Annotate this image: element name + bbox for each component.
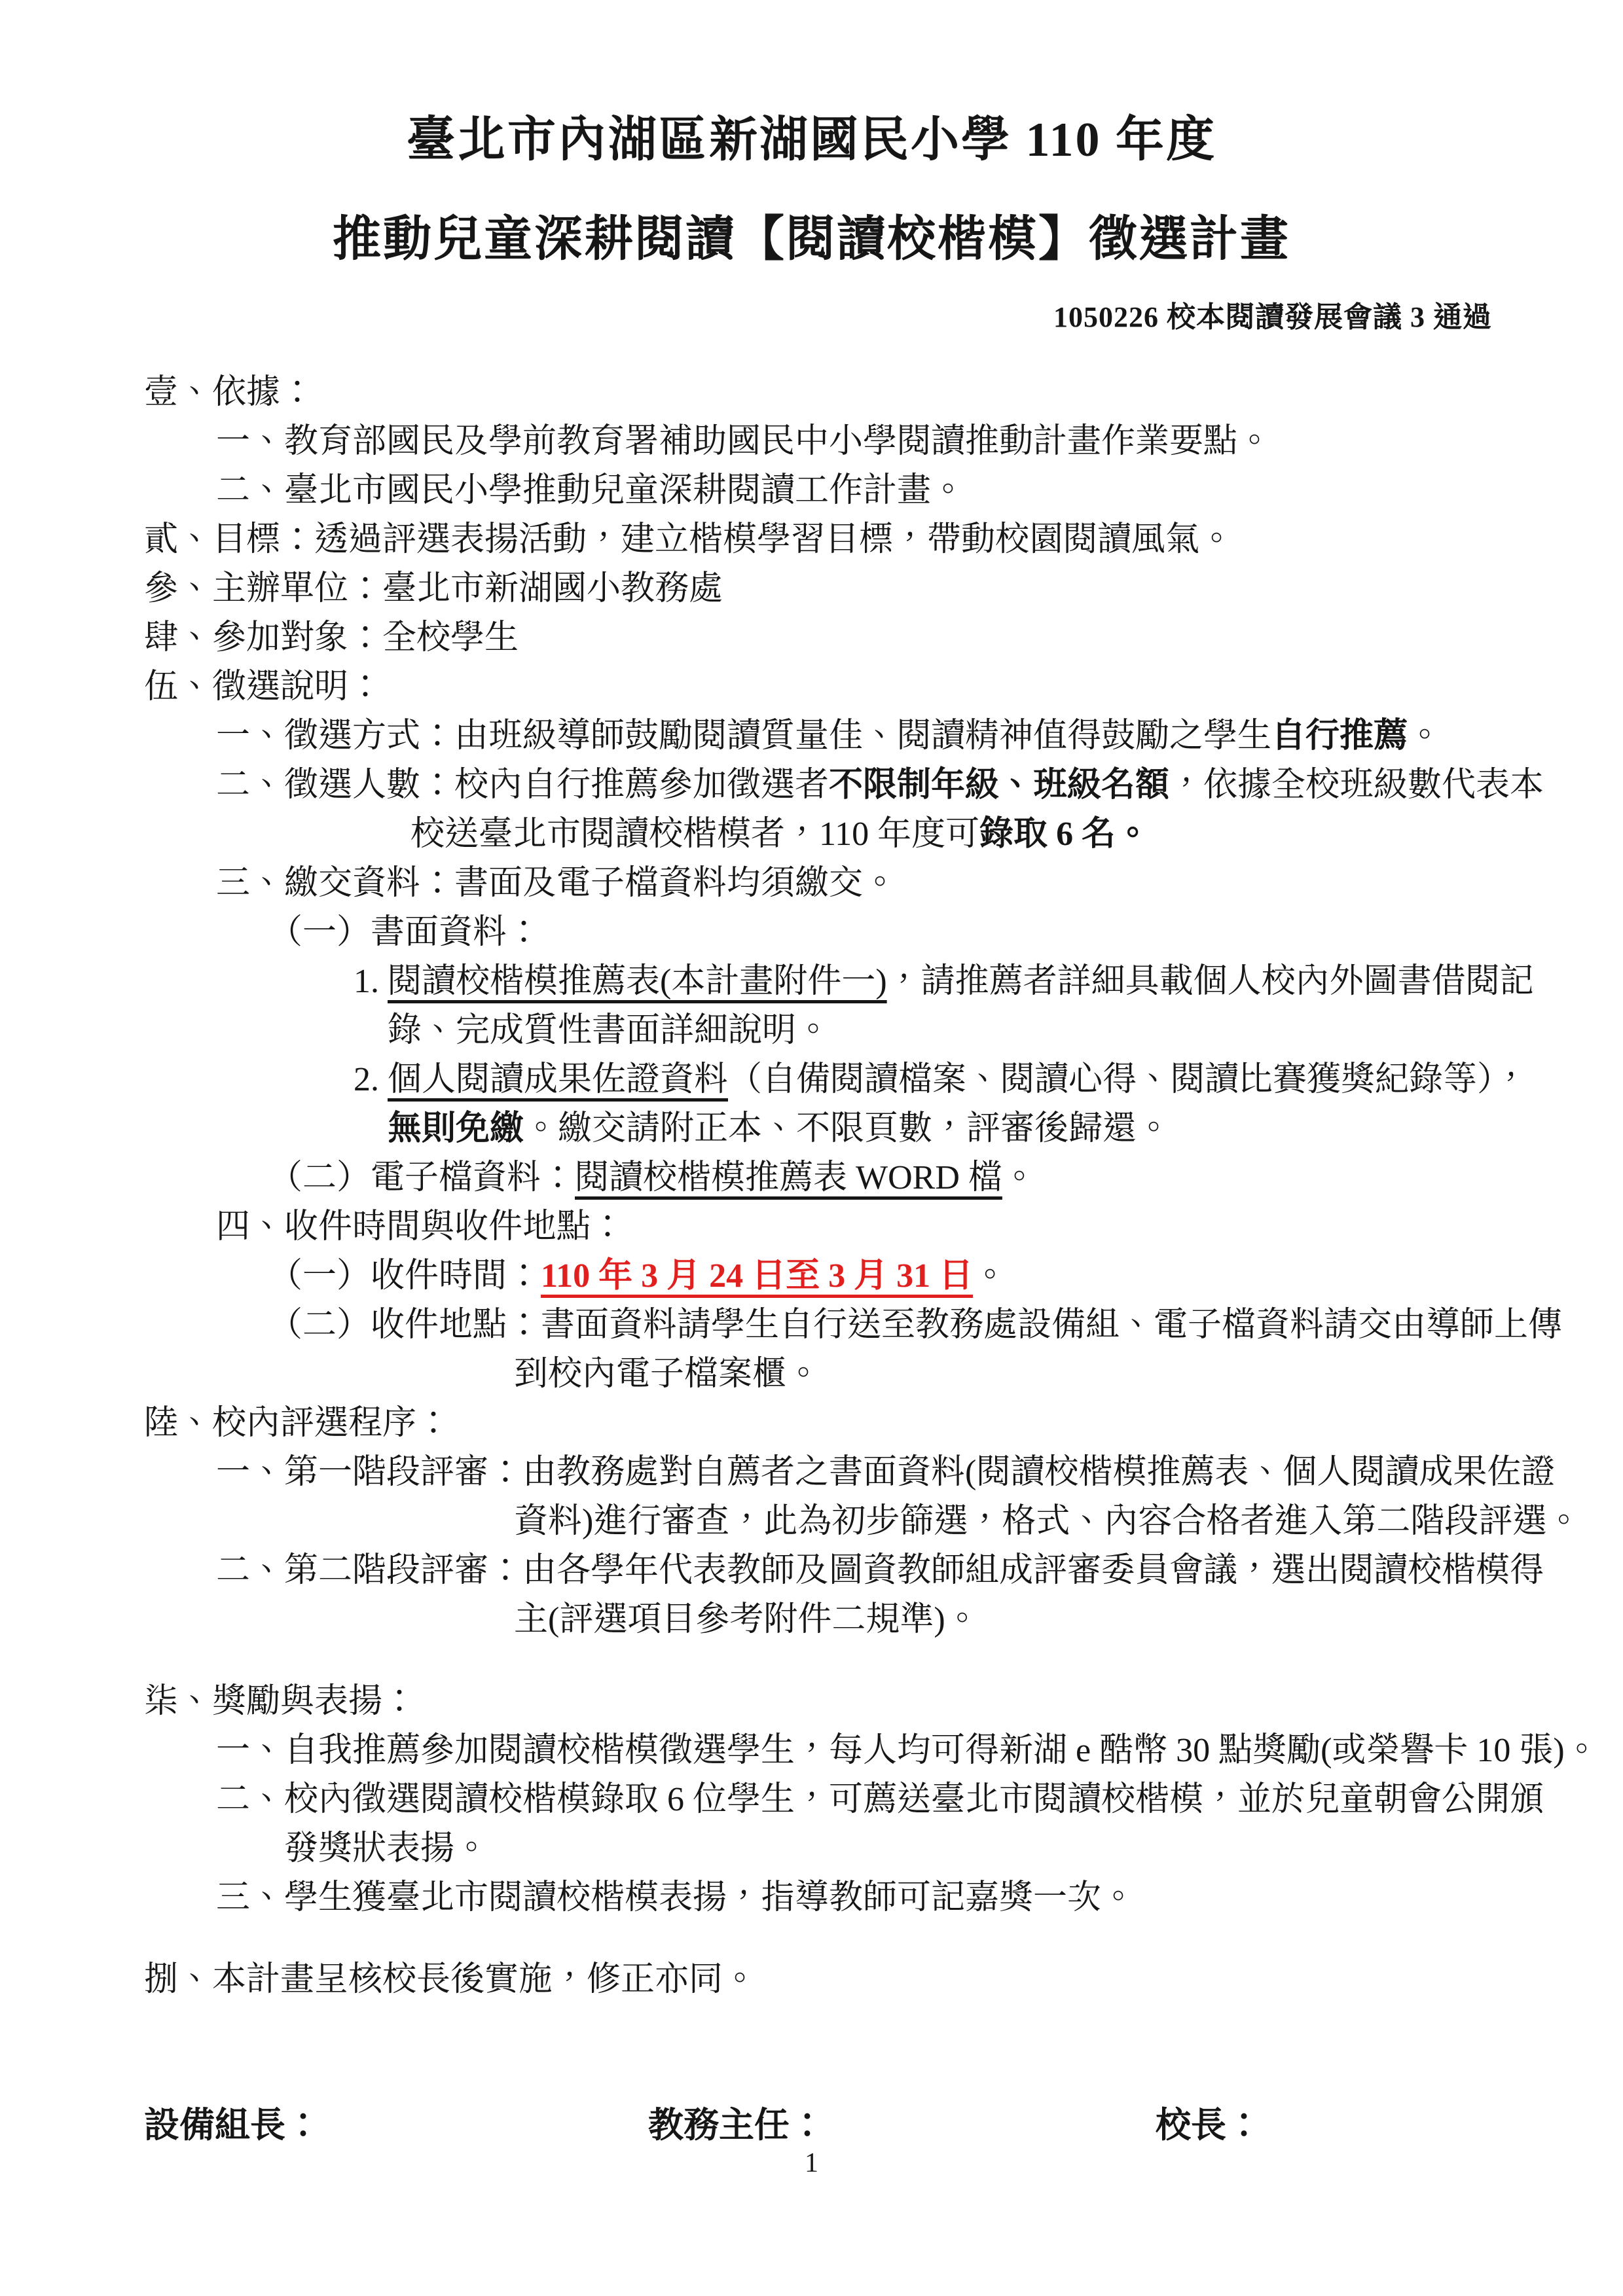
signature-row <box>144 2101 1505 2150</box>
text-run: 閱讀校楷模推薦表(本計畫附件一) <box>388 963 887 1000</box>
text-line <box>144 1153 1505 1202</box>
text-run: ，請推薦者詳細具載個人校內外圖書借閱記 <box>886 963 1534 1000</box>
text-run: 參、主辦單位：臺北市新湖國小教務處 <box>144 570 723 607</box>
text-line <box>144 1775 1544 1824</box>
signature-academic-director: 教務主任： <box>648 2106 825 2145</box>
text-line <box>144 1448 1556 1497</box>
text-line <box>144 1955 1505 2004</box>
text-line <box>144 1300 1563 1350</box>
text-line <box>144 515 1505 564</box>
document-title-line-2: 推動兒童深耕閱讀【閱讀校楷模】徵選計畫 <box>333 213 1290 266</box>
text-run: 貳、目標：透過評選表揚活動，建立楷模學習目標，帶動校園閱讀風氣。 <box>144 521 1234 558</box>
text-line <box>144 368 1505 417</box>
text-line <box>144 1399 1505 1448</box>
text-run: 捌、本計畫呈核校長後實施，修正亦同。 <box>144 1961 757 1998</box>
text-run: 陸、校內評選程序： <box>144 1405 451 1442</box>
text-run: 一、教育部國民及學前教育署補助國民中小學閱讀推動計畫作業要點。 <box>216 423 1272 460</box>
text-line <box>144 1006 1505 1055</box>
text-line <box>144 1055 1529 1104</box>
text-run: （二）收件地點：書面資料請學生自行送至教務處設備組、電子檔資料請交由導師上傳 <box>268 1306 1563 1344</box>
text-line <box>144 1726 1599 1775</box>
text-line <box>144 1251 1505 1300</box>
text-run: 二、第二階段評審：由各學年代表教師及圖資教師組成評審委員會議，選出閱讀校楷模得 <box>216 1552 1544 1589</box>
text-run: ，依據全校班級數代表本 <box>1169 766 1544 804</box>
blank-line <box>144 1644 1505 1677</box>
text-run: 三、繳交資料：書面及電子檔資料均須繳交。 <box>216 865 898 902</box>
text-run: 柒、獎勵與表揚： <box>144 1683 417 1720</box>
text-run: （自備閱讀檔案、閱讀心得、閱讀比賽獲獎紀錄等）， <box>728 1061 1529 1098</box>
text-line <box>144 1497 1581 1546</box>
text-run: 四、收件時間與收件地點： <box>216 1208 625 1246</box>
text-run: 110 年 3 月 24 日至 3 月 31 日 <box>541 1257 974 1295</box>
text-run: 個人閱讀成果佐證資料 <box>388 1061 729 1098</box>
document-title-line-1: 臺北市內湖區新湖國民小學 110 年度 <box>407 113 1216 167</box>
text-run: 主(評選項目參考附件二規準)。 <box>514 1601 979 1638</box>
text-run: 。 <box>973 1257 1008 1295</box>
text-line <box>144 810 1505 859</box>
text-line <box>144 1546 1544 1595</box>
signature-principal: 校長： <box>1156 2106 1262 2145</box>
text-run: 發獎狀表揚。 <box>284 1830 489 1867</box>
text-run: 錄、完成質性書面詳細說明。 <box>388 1012 831 1049</box>
text-line <box>144 859 1505 908</box>
text-run: 1. <box>354 963 388 1000</box>
text-run: 。繳交請附正本、不限頁數，評審後歸還。 <box>524 1110 1171 1147</box>
text-run: 一、第一階段評審：由教務處對自薦者之書面資料(閱讀校楷模推薦表、個人閱讀成果佐證 <box>216 1454 1556 1491</box>
text-run: 一、自我推薦參加閱讀校楷模徵選學生，每人均可得新湖 e 酷幣 30 點獎勵(或榮譽卡 10 張)。 <box>216 1732 1599 1769</box>
text-run: 閱讀校楷模推薦表 WORD 檔 <box>575 1159 1002 1196</box>
text-run: （一）收件時間： <box>268 1257 541 1295</box>
text-run: 。 <box>1002 1159 1036 1196</box>
text-line <box>144 957 1534 1006</box>
text-run: 錄取 6 名 <box>979 816 1116 853</box>
text-line <box>144 564 1505 613</box>
text-line <box>144 466 1505 515</box>
text-run: 一、徵選方式：由班級導師鼓勵閱讀質量佳、閱讀精神值得鼓勵之學生 <box>216 717 1272 755</box>
signature-equipment-lead: 設備組長： <box>144 2106 321 2145</box>
text-run: （一）書面資料： <box>268 914 541 951</box>
text-run: 。 <box>1116 816 1150 853</box>
text-run: 伍、徵選說明： <box>144 668 383 706</box>
blank-line <box>144 1922 1505 1955</box>
text-run: 壹、依據： <box>144 374 315 411</box>
text-run: 。 <box>1408 717 1442 755</box>
text-run: 三、學生獲臺北市閱讀校楷模表揚，指導教師可記嘉獎一次。 <box>216 1879 1136 1916</box>
text-line <box>144 1824 1505 1873</box>
text-run: 不限制年級、班級名額 <box>829 766 1170 804</box>
text-line <box>144 1873 1505 1922</box>
text-run: 二、校內徵選閱讀校楷模錄取 6 位學生，可薦送臺北市閱讀校楷模，並於兒童朝會公開頒 <box>216 1781 1544 1818</box>
text-run: 二、臺北市國民小學推動兒童深耕閱讀工作計畫。 <box>216 472 966 509</box>
text-run: （二）電子檔資料： <box>268 1159 575 1196</box>
text-line <box>144 662 1505 711</box>
text-run: 2. <box>354 1061 388 1098</box>
text-run: 資料)進行審查，此為初步篩選，格式、內容合格者進入第二階段評選。 <box>514 1503 1581 1540</box>
text-line <box>144 1104 1505 1153</box>
text-run: 肆、參加對象：全校學生 <box>144 619 519 656</box>
text-line <box>144 1202 1505 1251</box>
text-run: 無則免繳 <box>388 1110 524 1147</box>
page-number: 1 <box>805 2148 818 2178</box>
approval-note: 1050226 校本閱讀發展會議 3 通過 <box>1053 301 1492 333</box>
text-run: 校送臺北市閱讀校楷模者，110 年度可 <box>410 816 980 853</box>
document-header <box>0 0 1623 335</box>
text-line <box>144 613 1505 662</box>
text-run: 二、徵選人數：校內自行推薦參加徵選者 <box>216 766 830 804</box>
document-body <box>0 368 1623 2004</box>
text-line <box>144 711 1505 761</box>
text-line <box>144 1595 1505 1644</box>
text-line <box>144 417 1505 466</box>
text-line <box>144 1350 1505 1399</box>
text-run: 自行推薦 <box>1271 717 1408 755</box>
text-line <box>144 761 1544 810</box>
text-run: 到校內電子檔案櫃。 <box>514 1355 821 1393</box>
text-line <box>144 1677 1505 1726</box>
text-line <box>144 908 1505 957</box>
